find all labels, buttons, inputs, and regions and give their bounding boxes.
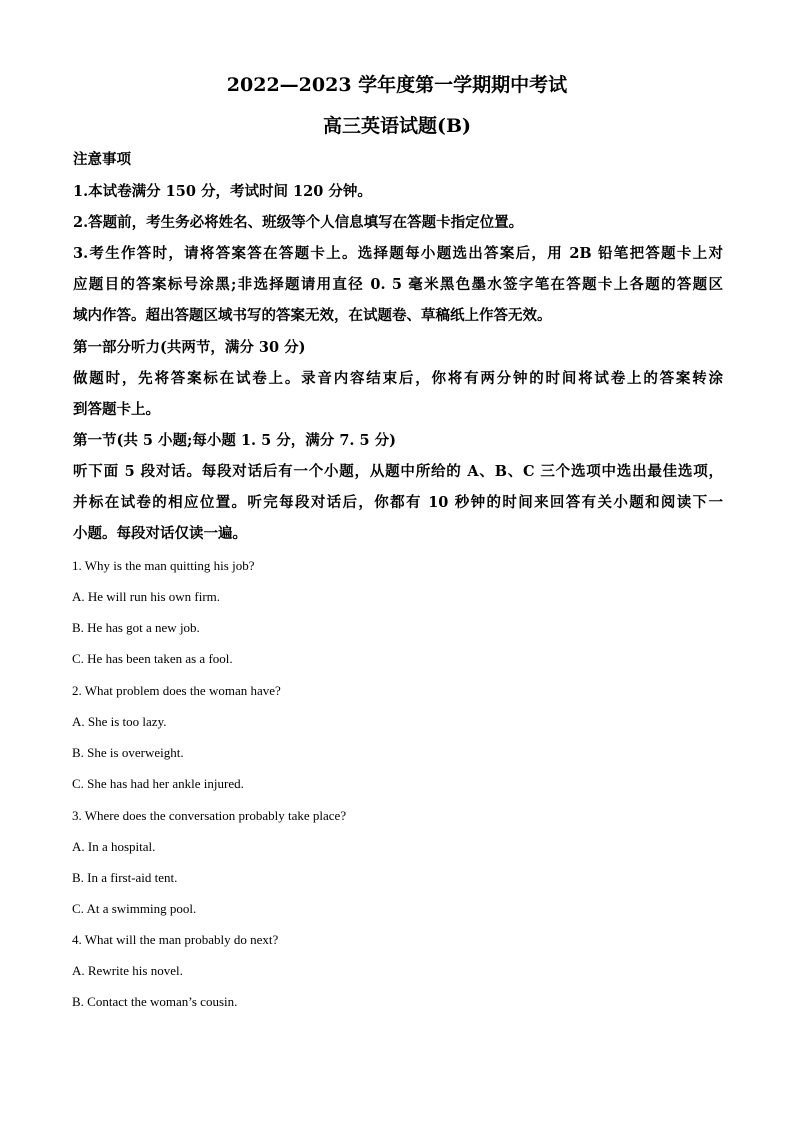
question-2-option-c: C. She has had her ankle injured. <box>72 776 244 791</box>
question-2-option-b: B. She is overweight. <box>72 745 184 760</box>
notes-item-3-line-1: 3.考生作答时，请将答案答在答题卡上。选择题每小题选出答案后，用 2B 铅笔把答题卡上对 <box>73 245 723 262</box>
question-2-option-a: A. She is too lazy. <box>72 714 167 729</box>
section1-heading: 第一节(共 5 小题;每小题 1. 5 分，满分 7. 5 分) <box>73 432 396 449</box>
notes-item-2: 2.答题前，考生务必将姓名、班级等个人信息填写在答题卡指定位置。 <box>73 214 524 231</box>
notes-item-1: 1.本试卷满分 150 分，考试时间 120 分钟。 <box>73 183 372 200</box>
part1-heading: 第一部分听力(共两节，满分 30 分) <box>73 339 306 356</box>
question-1-option-b: B. He has got a new job. <box>72 620 200 635</box>
question-3-option-a: A. In a hospital. <box>72 839 156 854</box>
question-4-option-b: B. Contact the woman’s cousin. <box>72 994 238 1009</box>
exam-title: 2022—2023 学年度第一学期期中考试 <box>226 74 568 96</box>
section1-intro-line-3: 小题。每段对话仅读一遍。 <box>73 525 247 542</box>
notes-item-3-line-3: 域内作答。超出答题区域书写的答案无效，在试题卷、草稿纸上作答无效。 <box>73 307 552 324</box>
section1-intro-line-1: 听下面 5 段对话。每段对话后有一个小题，从题中所给的 A、B、C 三个选项中选出最佳选项， <box>73 463 723 480</box>
section1-intro-line-2: 并标在试卷的相应位置。听完每段对话后，你都有 10 秒钟的时间来回答有关小题和阅读下一 <box>73 494 723 511</box>
question-3-option-b: B. In a first-aid tent. <box>72 870 178 885</box>
question-1-option-c: C. He has been taken as a fool. <box>72 651 233 666</box>
question-4-stem: 4. What will the man probably do next? <box>72 932 279 947</box>
question-4-option-a: A. Rewrite his novel. <box>72 963 183 978</box>
question-3-option-c: C. At a swimming pool. <box>72 901 197 916</box>
notes-item-3-line-2: 应题目的答案标号涂黑;非选择题请用直径 0. 5 毫米黑色墨水签字笔在答题卡上各题的答题区 <box>73 276 723 293</box>
part1-intro-line-1: 做题时，先将答案标在试卷上。录音内容结束后，你将有两分钟的时间将试卷上的答案转涂 <box>73 370 723 387</box>
question-3-stem: 3. Where does the conversation probably take place? <box>72 808 347 823</box>
question-2-stem: 2. What problem does the woman have? <box>72 683 281 698</box>
notes-heading: 注意事项 <box>73 151 131 168</box>
part1-intro-line-2: 到答题卡上。 <box>73 401 160 418</box>
exam-subtitle: 高三英语试题(B) <box>322 115 472 137</box>
question-1-stem: 1. Why is the man quitting his job? <box>72 558 255 573</box>
question-1-option-a: A. He will run his own firm. <box>72 589 221 604</box>
